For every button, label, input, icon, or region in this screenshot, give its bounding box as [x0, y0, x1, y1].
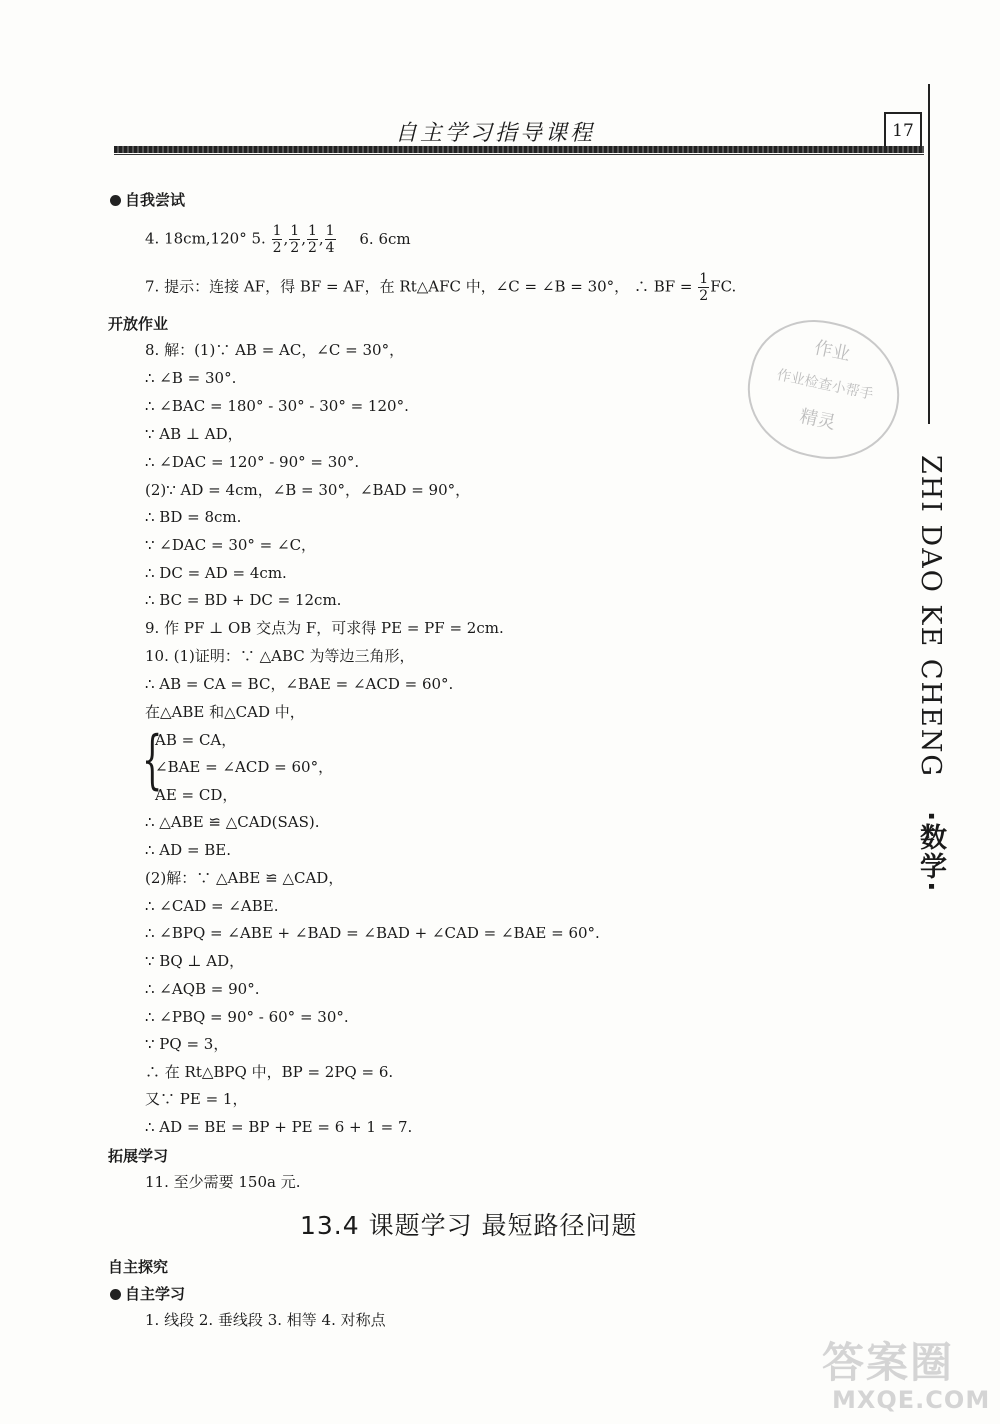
answer-line: 10. (1)证明：∵ △ABC 为等边三角形，: [145, 647, 415, 665]
side-subject: ·数学·: [915, 810, 946, 894]
side-title: [910, 455, 950, 893]
answer-line: ∠BAE = ∠ACD = 60°，: [155, 758, 334, 776]
header-rule: [114, 146, 924, 153]
answer-line: AB = CA，: [155, 731, 237, 749]
section-self-explore: 自主探究: [108, 1258, 169, 1276]
answer-line: ∴ AB = CA = BC，∠BAE = ∠ACD = 60°.: [145, 675, 454, 693]
answer-line: ∴ ∠DAC = 120° - 90° = 30°.: [145, 453, 360, 471]
answer-line: ∵ AB ⊥ AD，: [145, 425, 243, 443]
section-self-study-label: 自主学习: [125, 1285, 186, 1303]
stamp-line-3: 精灵: [797, 405, 838, 434]
answer-line: ∴ ∠BPQ = ∠ABE + ∠BAD = ∠BAD + ∠CAD = ∠BAE = 60°.: [145, 924, 600, 942]
fraction: $\frac{1}{2}$: [272, 223, 282, 256]
answer-line: ∴ BC = BD + DC = 12cm.: [145, 591, 342, 609]
header-rule-thin: [114, 154, 924, 155]
answer-q4-6: 4. 18cm,120° 5. $\frac{1}{2}$ , $\frac{1}{2}$ , $\frac{1}{2}$ , $\frac{1}{4}$ 6. 6cm: [145, 223, 411, 256]
stamp-seal: [736, 308, 913, 473]
stamp-line-2: 作业检查小帮手: [775, 367, 875, 404]
answer-line: ∵ ∠DAC = 30° = ∠C，: [145, 536, 317, 554]
answer-line: ∴ DC = AD = 4cm.: [145, 564, 287, 582]
section-self-try-label: 自我尝试: [125, 191, 186, 209]
study-answers: 1. 线段 2. 垂线段 3. 相等 4. 对称点: [145, 1311, 386, 1329]
answer-line: ∴ AD = BE = BP + PE = 6 + 1 = 7.: [145, 1118, 413, 1136]
answer-line: ∴ ∠CAD = ∠ABE.: [145, 897, 279, 915]
answer-line: (2)∵ AD = 4cm，∠B = 30°，∠BAD = 90°，: [145, 481, 471, 499]
answer-q7: [145, 271, 736, 304]
bullet-icon: [110, 195, 121, 206]
side-title-text: ZHI DAO KE CHENG: [915, 455, 946, 778]
answer-line: ∴ ∠BAC = 180° - 30° - 30° = 120°.: [145, 397, 409, 415]
q7-text: 7. 提示：连接 AF，得 BF = AF，在 Rt△AFC 中，∠C = ∠B = 30°， ∴ BF =: [145, 277, 693, 296]
q6-text: 6. 6cm: [359, 229, 411, 248]
answer-line: ∴ △ABE ≌ △CAD(SAS).: [145, 813, 320, 831]
answer-line: 在△ABE 和△CAD 中，: [145, 703, 305, 721]
fraction: $\frac{1}{2}$: [290, 223, 300, 256]
answer-line: (2)解：∵ △ABE ≌ △CAD，: [145, 869, 344, 887]
answer-line: ∴ ∠AQB = 90°.: [145, 980, 260, 998]
section-self-study: [110, 1283, 185, 1304]
answer-line: ∵ BQ ⊥ AD，: [145, 952, 245, 970]
fraction: $\frac{1}{2}$: [307, 223, 317, 256]
answer-line: ∵ PQ = 3，: [145, 1035, 229, 1053]
answer-line: ∴ BD = 8cm.: [145, 508, 242, 526]
margin-rule: [928, 84, 930, 424]
answer-line: 9. 作 PF ⊥ OB 交点为 F，可求得 PE = PF = 2cm.: [145, 619, 504, 637]
stamp-line-1: 作业: [812, 337, 853, 366]
system-brace: {: [142, 723, 163, 797]
section-extend-study: 拓展学习: [108, 1147, 169, 1165]
bullet-icon: [110, 1289, 121, 1300]
fraction: $\frac{1}{2}$: [699, 271, 709, 304]
answer-line: ∴ ∠B = 30°.: [145, 369, 237, 387]
section-self-try: [110, 189, 185, 210]
answer-line: ∴ 在 Rt△BPQ 中，BP = 2PQ = 6.: [145, 1063, 394, 1081]
answer-line: 8. 解：(1)∵ AB = AC，∠C = 30°，: [145, 341, 405, 359]
answer-q11: 11. 至少需要 150a 元.: [145, 1173, 301, 1191]
section-title: 13.4 课题学习 最短路径问题: [300, 1211, 638, 1240]
watermark-logo: 答案圈: [822, 1338, 955, 1387]
watermark-url: MXQE.COM: [832, 1386, 991, 1414]
q7-tail: FC.: [710, 277, 737, 296]
section-open-homework: 开放作业: [108, 315, 169, 333]
q4-5-text: 4. 18cm,120° 5.: [145, 229, 266, 248]
fraction: $\frac{1}{4}$: [325, 223, 335, 256]
page-number: 17: [884, 112, 922, 150]
answer-line: AE = CD，: [155, 786, 238, 804]
answer-line: ∴ AD = BE.: [145, 841, 232, 859]
answer-line: ∴ ∠PBQ = 90° - 60° = 30°.: [145, 1008, 349, 1026]
header-title: 自主学习指导课程: [394, 121, 595, 146]
answer-line: 又∵ PE = 1，: [145, 1090, 248, 1108]
